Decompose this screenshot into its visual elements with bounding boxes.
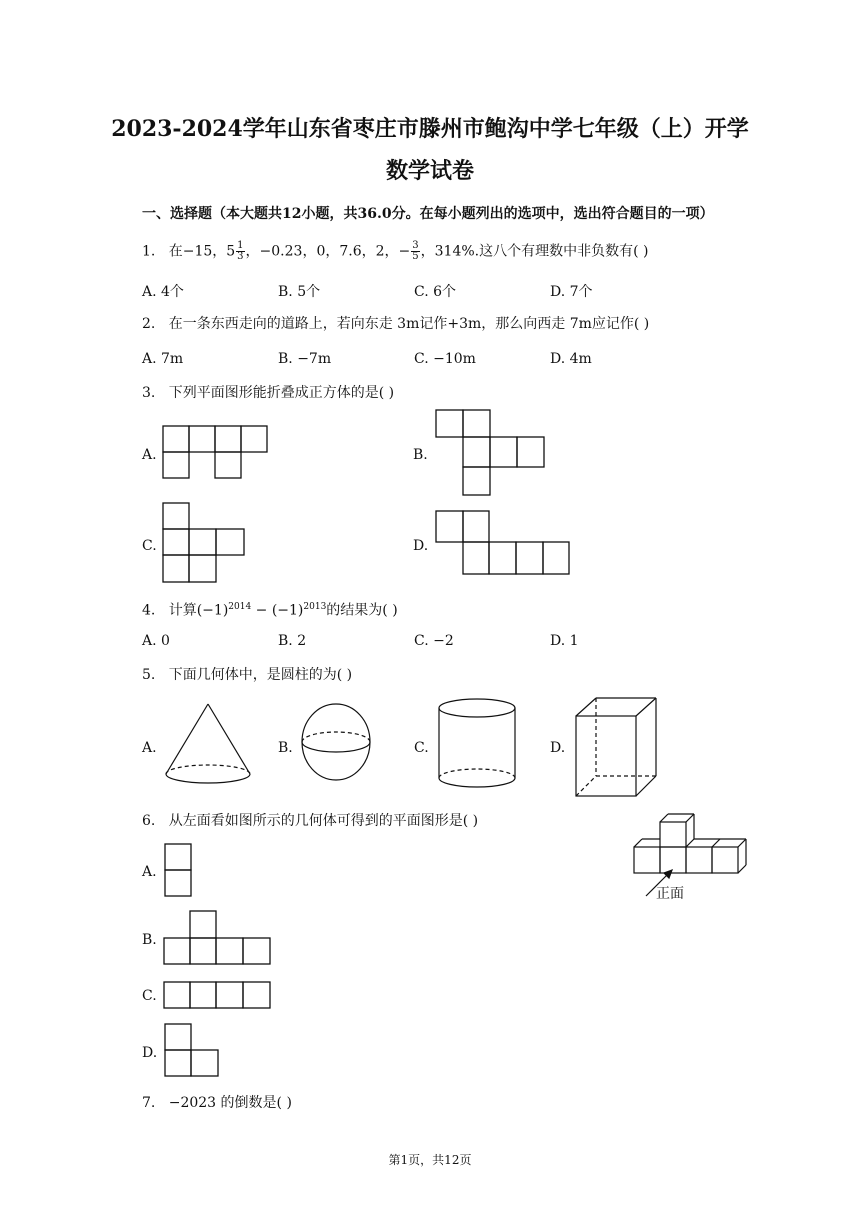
question-number: 7. <box>142 1095 156 1111</box>
question-number: 4. <box>142 602 156 619</box>
view-a-figure <box>165 844 195 899</box>
question-stem: 从左面看如图所示的几何体可得到的平面图形是( ) <box>168 813 479 829</box>
option-b[interactable]: B. 5个 <box>278 284 321 300</box>
option-d[interactable]: D. <box>142 1045 158 1061</box>
question-number: 3. <box>142 385 156 401</box>
question-number: 2. <box>142 316 156 332</box>
view-b-figure <box>164 911 274 967</box>
question-stem: −2023 的倒数是( ) <box>168 1095 292 1111</box>
option-d[interactable]: D. 1 <box>550 633 579 649</box>
fraction: $\frac{3}{5}$ <box>412 240 419 262</box>
page-title: 2023-2024学年山东省枣庄市滕州市鲍沟中学七年级（上）开学 <box>111 116 749 142</box>
option-a[interactable]: A. <box>142 447 157 463</box>
exponent: 2014 <box>228 602 252 612</box>
question-stem: ，−0.23，0，7.6，2，− <box>245 243 411 260</box>
question-stem: − (−1) <box>251 602 304 619</box>
option-b[interactable]: B. <box>413 447 428 463</box>
question-number: 5. <box>142 667 156 683</box>
cube-net-a-figure <box>163 426 273 482</box>
option-c[interactable]: C. −10m <box>414 351 476 367</box>
question-stem: 下面几何体中，是圆柱的为( ) <box>168 667 353 683</box>
question-7 <box>142 1094 292 1112</box>
option-a[interactable]: A. <box>142 740 157 756</box>
option-a[interactable]: A. <box>142 864 157 880</box>
option-d[interactable]: D. 7个 <box>550 284 593 300</box>
option-c[interactable]: C. <box>414 740 429 756</box>
question-5 <box>142 666 352 684</box>
sphere-figure <box>300 702 372 782</box>
view-d-figure <box>165 1024 223 1080</box>
question-stem: ，314%.这八个有理数中非负数有( ) <box>420 243 649 260</box>
option-b[interactable]: B. <box>278 740 293 756</box>
section-heading: 一、选择题（本大题共12小题，共36.0分。在每小题列出的选项中，选出符合题目的一项） <box>142 206 714 222</box>
option-b[interactable]: B. <box>142 932 157 948</box>
cylinder-figure <box>437 698 519 790</box>
cube-net-c-figure <box>163 503 247 585</box>
question-1 <box>142 241 649 262</box>
fraction: $\frac{1}{3}$ <box>237 240 244 262</box>
option-c[interactable]: C. −2 <box>414 633 454 649</box>
question-stem: 的结果为( ) <box>326 602 398 619</box>
option-c[interactable]: C. <box>142 988 157 1004</box>
option-c[interactable]: C. <box>142 538 157 554</box>
option-a[interactable]: A. 0 <box>142 633 170 649</box>
question-stem: 下列平面图形能折叠成正方体的是( ) <box>168 385 395 401</box>
question-stem: 在−15，5 <box>168 243 236 260</box>
page-title-line2: 数学试卷 <box>385 158 474 184</box>
option-d[interactable]: D. 4m <box>550 351 592 367</box>
option-d[interactable]: D. <box>413 538 429 554</box>
question-number: 1. <box>142 243 156 260</box>
question-2 <box>142 315 649 333</box>
cone-figure <box>164 702 252 788</box>
question-4 <box>142 598 398 620</box>
option-b[interactable]: B. 2 <box>278 633 307 649</box>
option-a[interactable]: A. 4个 <box>142 284 184 300</box>
question-number: 6. <box>142 813 156 829</box>
front-view-label: 正面 <box>656 886 684 902</box>
question-3 <box>142 384 394 402</box>
option-a[interactable]: A. 7m <box>142 351 184 367</box>
cuboid-figure <box>574 696 660 800</box>
option-d[interactable]: D. <box>550 740 566 756</box>
solid-figure <box>630 810 754 906</box>
cube-net-d-figure <box>436 511 572 577</box>
question-stem: 在一条东西走向的道路上，若向东走 3m记作+3m，那么向西走 7m应记作( ) <box>168 316 650 332</box>
page-footer: 第1页，共12页 <box>388 1153 472 1167</box>
option-c[interactable]: C. 6个 <box>414 284 457 300</box>
option-b[interactable]: B. −7m <box>278 351 332 367</box>
question-stem: 计算(−1) <box>168 602 229 619</box>
view-c-figure <box>164 982 274 1012</box>
exponent: 2013 <box>303 602 327 612</box>
cube-net-b-figure <box>436 410 548 498</box>
question-6 <box>142 812 478 830</box>
